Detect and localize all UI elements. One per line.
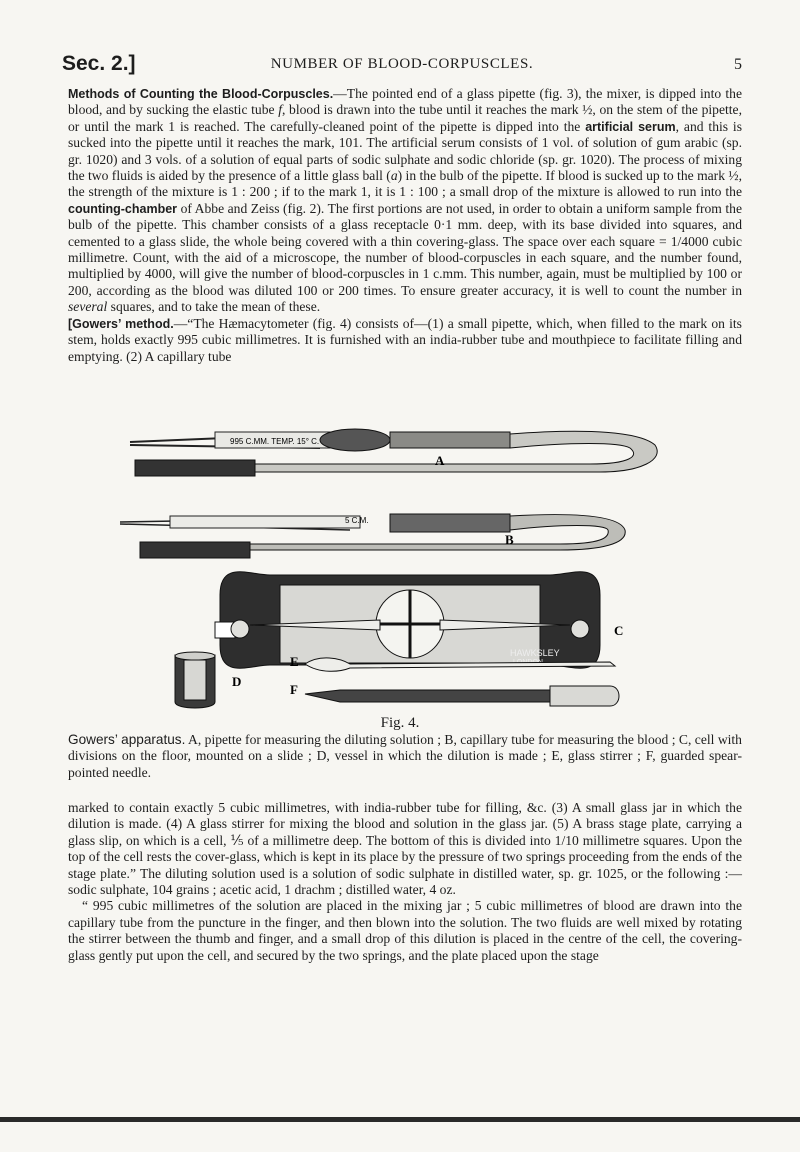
- capillary-tube-b: [120, 514, 625, 558]
- pipette-a-marks: 995 C.MM. TEMP. 15° C.: [230, 437, 320, 446]
- paragraph-heading: [Gowers’ method.: [68, 316, 174, 331]
- body-text-bottom: [68, 800, 742, 964]
- paragraph-apparatus-continued: marked to contain exactly 5 cubic millimetres, with india-rubber tube for filling, &c. (3) A small glass jar in which the dilution is made. (4) A glass stirrer for mixing the blood and solution in the glass jar. (5) A brass stage plate, carrying a glass slip, on which is a cell, ⅕ of a millimetre deep. The bottom of this is divided into 1/10 millimetre squares. Upon the top of the cell rests the cover-glass, which is kept in its place by the pressure of two springs proceeding from the ends of the stage plate.” The diluting solution used is a solution of sodic sulphate in distilled water, sp. gr. 1025, or the following :—sodic sulphate, 104 grains ; acetic acid, 1 drachm ; distilled water, 4 oz.: [68, 800, 742, 898]
- figure-caption: [68, 732, 742, 781]
- caption-lead: Gowers’ apparatus.: [68, 732, 186, 747]
- page-header: [62, 52, 742, 78]
- label-b: B: [505, 532, 514, 547]
- paragraph-gowers-method: [Gowers’ method.—“The Hæmacytometer (fig. 4) consists of—(1) a small pipette, which, when filled to the mark on its stem, holds exactly 995 cubic millimetres. It is furnished with an india-rubber tube and mouthpiece to facilitate filling and emptying. (2) A capillary tube: [68, 315, 742, 364]
- section-marker: Sec. 2.]: [62, 52, 136, 75]
- body-text-top: [68, 86, 742, 365]
- label-a: A: [435, 453, 445, 468]
- paragraph-counting-methods: Methods of Counting the Blood-Corpuscles.—The pointed end of a glass pipette (fig. 3), the mixer, is dipped into the blood, and by sucking the elastic tube f, blood is drawn into the tube until it reaches the mark ½, on the stem of the pipette, or until the mark 1 is reached. The carefully-cleaned point of the pipette is dipped into the artificial serum, and this is sucked into the pipette until it reaches the mark, 101. The artificial serum consists of 1 vol. of solution of gum arabic (sp. gr. 1020) and 3 vols. of a solution of equal parts of sodic sulphate and sodic chloride (sp. gr. 1020). The process of mixing the two fluids is aided by the presence of a little glass ball (a) in the bulb of the pipette. If blood is sucked up to the mark ½, the strength of the mixture is 1 : 200 ; if to the mark 1, it is 1 : 100 ; a small drop of the mixture is allowed to run into the counting-chamber of Abbe and Zeiss (fig. 2). The first portions are not used, in order to obtain a uniform sample from the bulb of the pipette. This chamber consists of a glass receptacle 0·1 mm. deep, with its base divided into squares, and cemented to a glass slide, the whole being covered with a thin covering-glass. The space over each square = 1/4000 cubic millimetre. Count, with the aid of a microscope, the number of blood-corpuscles in each square, and the number found, multiplied by 4000, will give the number of blood-corpuscles in 1 c.mm. This number, again, must be multiplied by 100 or 200, according as the blood was diluted 100 or 200 times. To ensure greater accuracy, it is well to count the number in several squares, and to take the mean of these.: [68, 86, 743, 315]
- bold-term: artificial serum: [585, 119, 676, 134]
- dilution-vessel-d: [175, 652, 241, 708]
- pipette-b-marks: 5 C.M.: [345, 516, 369, 525]
- label-e: E: [290, 654, 299, 669]
- spear-needle-f: [290, 682, 619, 706]
- maker-name: HAWKSLEY: [510, 648, 560, 658]
- running-title: NUMBER OF BLOOD-CORPUSCLES.: [270, 56, 534, 72]
- figure-4-lower-parts: [170, 650, 630, 710]
- label-f: F: [290, 682, 298, 697]
- bold-term: counting-chamber: [68, 201, 178, 216]
- glass-stirrer-e: [290, 654, 615, 671]
- label-c: C: [614, 623, 624, 638]
- pipette-a: [130, 429, 657, 476]
- paragraph-heading: Methods of Counting the Blood-Corpuscles.: [68, 87, 334, 101]
- page-bottom-edge: [0, 1117, 800, 1122]
- figure-title: Fig. 4.: [380, 715, 420, 731]
- label-d: D: [232, 674, 242, 689]
- caption-text: A, pipette for measuring the diluting solution ; B, capillary tube for measuring the blood ; C, cell with divisions on the floor, mounted on a slide ; D, vessel in which the dilution is made ; E, glass stirrer ; F, guarded spear-pointed needle.: [68, 732, 742, 780]
- page-number: 5: [734, 56, 742, 73]
- paragraph-procedure: “ 995 cubic millimetres of the solution are placed in the mixing jar ; 5 cubic millimetres of blood are drawn into the capillary tube from the puncture in the finger, and then blown into the solution. The two fluids are well mixed by rotating the stirrer between the thumb and finger, and a small drop of this dilution is placed in the centre of the cell, the covering-glass gently put upon the cell, and secured by the two springs, and the plate placed upon the stage: [68, 898, 742, 963]
